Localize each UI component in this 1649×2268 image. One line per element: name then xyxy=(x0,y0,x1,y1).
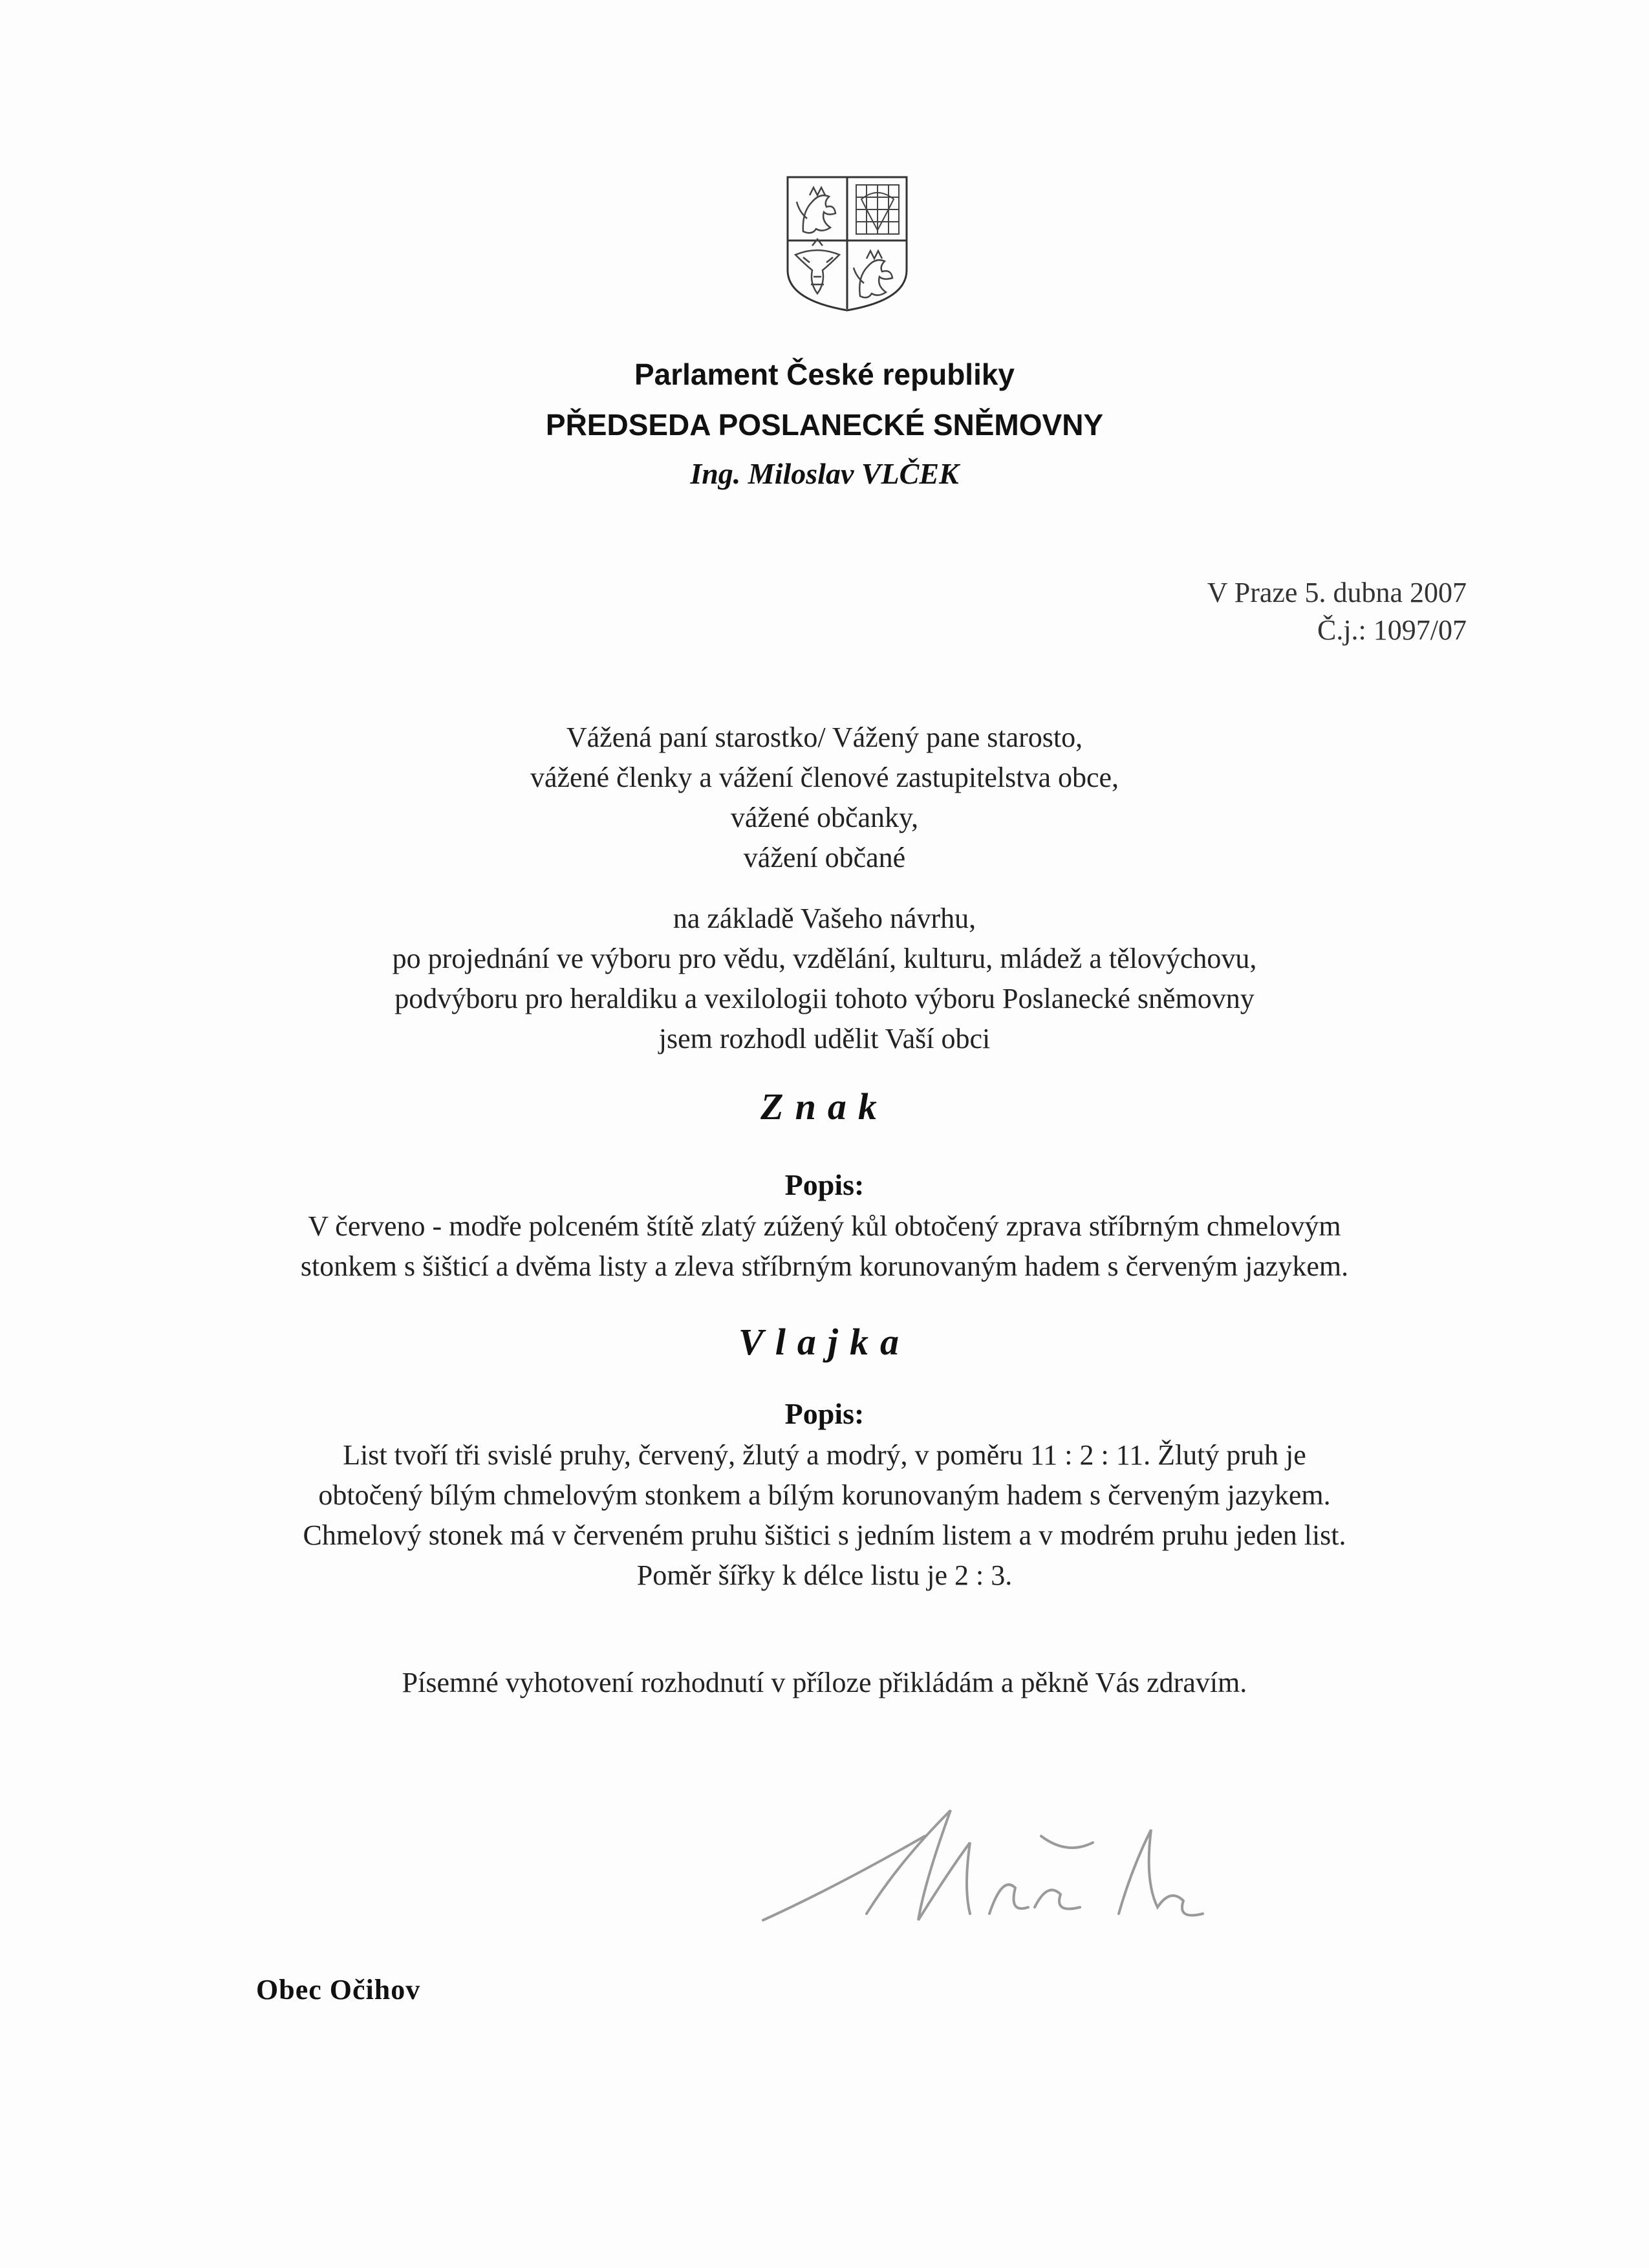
date-block xyxy=(1207,574,1467,649)
decision-line: podvýboru pro heraldiku a vexilologii tohoto výboru Poslanecké sněmovny xyxy=(394,983,1255,1014)
vlajka-description-line: Poměr šířky k délce listu je 2 : 3. xyxy=(636,1559,1013,1591)
znak-description xyxy=(0,1206,1649,1287)
greeting-line: vážení občané xyxy=(743,842,906,873)
znak-description-line: V červeno - modře polceném štítě zlatý zúžený kůl obtočený zprava stříbrným chmelovým xyxy=(308,1210,1341,1242)
znak-popis-heading: Popis: xyxy=(784,1168,865,1201)
vlajka-description-line: Chmelový stonek má v červeném pruhu šištici s jedním listem a v modrém pruhu jeden list. xyxy=(303,1519,1346,1551)
vlajka-description-line: obtočený bílým chmelovým stonkem a bílým korunovaným hadem s červeným jazykem. xyxy=(318,1479,1331,1511)
signature-icon xyxy=(757,1791,1222,1959)
vlajka-description xyxy=(0,1435,1649,1596)
greeting-line: vážené občanky, xyxy=(730,802,919,833)
greeting xyxy=(0,718,1649,878)
greeting-line: Vážená paní starostko/ Vážený pane starosto, xyxy=(566,722,1083,753)
coat-of-arms-icon xyxy=(784,173,911,313)
reference-number: Č.j.: 1097/07 xyxy=(1317,614,1467,646)
znak-description-line: stonkem s šišticí a dvěma listy a zleva stříbrným korunovaným hadem s červeným jazykem. xyxy=(300,1250,1349,1282)
letter-date: V Praze 5. dubna 2007 xyxy=(1207,577,1467,608)
addressee: Obec Očihov xyxy=(256,1974,421,2006)
greeting-line: vážené členky a vážení členové zastupitelstva obce, xyxy=(530,762,1119,793)
vlajka-heading: Vlajka xyxy=(738,1321,911,1363)
office-title: PŘEDSEDA POSLANECKÉ SNĚMOVNY xyxy=(545,408,1104,442)
closing-sentence: Písemné vyhotovení rozhodnutí v příloze přikládám a pěkně Vás zdravím. xyxy=(402,1667,1247,1698)
decision-line: po projednání ve výboru pro vědu, vzdělání, kulturu, mládež a tělovýchovu, xyxy=(392,943,1257,974)
decision-line: jsem rozhodl udělit Vaší obci xyxy=(658,1023,991,1054)
signatory-name: Ing. Miloslav VLČEK xyxy=(690,457,959,490)
decision-line: na základě Vašeho návrhu, xyxy=(673,903,976,934)
vlajka-popis-heading: Popis: xyxy=(784,1397,865,1430)
institution-name: Parlament České republiky xyxy=(634,358,1015,391)
vlajka-description-line: List tvoří tři svislé pruhy, červený, žlutý a modrý, v poměru 11 : 2 : 11. Žlutý pruh je xyxy=(343,1439,1306,1471)
znak-heading: Znak xyxy=(760,1086,889,1128)
decision-paragraph xyxy=(0,899,1649,1059)
